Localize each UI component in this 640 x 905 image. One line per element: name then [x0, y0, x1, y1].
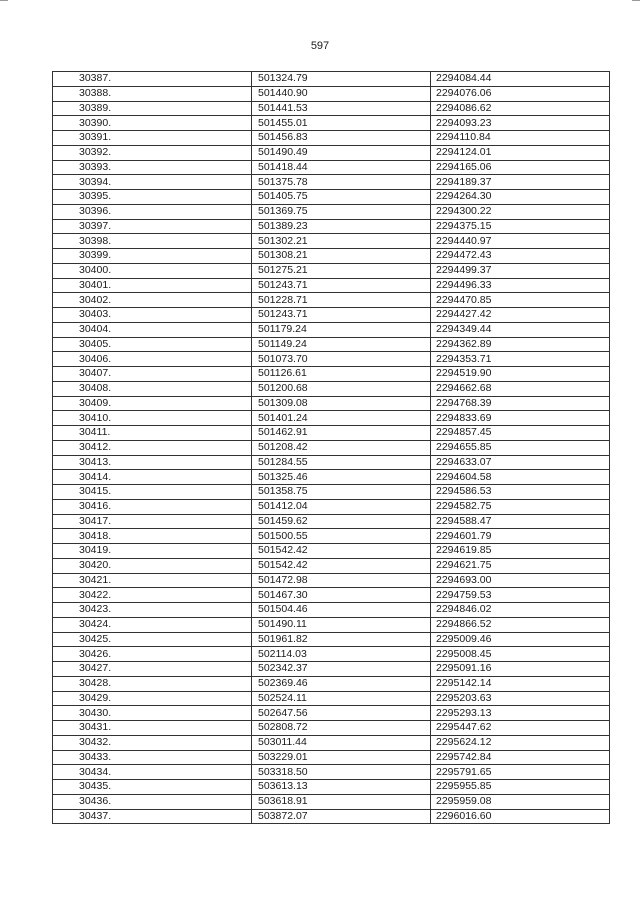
table-row [53, 396, 610, 411]
table-row [53, 337, 610, 352]
table-row [53, 603, 610, 618]
point-number-cell: 30436. [53, 794, 252, 809]
point-number-cell: 30408. [53, 381, 252, 396]
y-coordinate-cell: 2294110.84 [431, 131, 610, 146]
point-number-cell: 30420. [53, 558, 252, 573]
x-coordinate-cell: 501459.62 [252, 514, 431, 529]
x-coordinate-cell: 501418.44 [252, 160, 431, 175]
point-number-cell: 30431. [53, 721, 252, 736]
table-row [53, 514, 610, 529]
x-coordinate-cell: 501243.71 [252, 308, 431, 323]
point-number-cell: 30407. [53, 367, 252, 382]
x-coordinate-cell: 501467.30 [252, 588, 431, 603]
point-number-cell: 30405. [53, 337, 252, 352]
x-coordinate-cell: 502369.46 [252, 676, 431, 691]
table-row [53, 529, 610, 544]
y-coordinate-cell: 2295959.08 [431, 794, 610, 809]
point-number-cell: 30391. [53, 131, 252, 146]
x-coordinate-cell: 503872.07 [252, 809, 431, 824]
point-number-cell: 30426. [53, 647, 252, 662]
x-coordinate-cell: 501462.91 [252, 426, 431, 441]
table-row [53, 116, 610, 131]
table-row [53, 219, 610, 234]
y-coordinate-cell: 2296016.60 [431, 809, 610, 824]
x-coordinate-cell: 501309.08 [252, 396, 431, 411]
point-number-cell: 30412. [53, 440, 252, 455]
point-number-cell: 30416. [53, 499, 252, 514]
x-coordinate-cell: 501456.83 [252, 131, 431, 146]
coordinates-table [52, 71, 610, 824]
point-number-cell: 30425. [53, 632, 252, 647]
x-coordinate-cell: 501324.79 [252, 72, 431, 87]
point-number-cell: 30428. [53, 676, 252, 691]
x-coordinate-cell: 501389.23 [252, 219, 431, 234]
y-coordinate-cell: 2295293.13 [431, 706, 610, 721]
point-number-cell: 30392. [53, 145, 252, 160]
y-coordinate-cell: 2295142.14 [431, 676, 610, 691]
y-coordinate-cell: 2295742.84 [431, 750, 610, 765]
table-row [53, 588, 610, 603]
x-coordinate-cell: 501200.68 [252, 381, 431, 396]
y-coordinate-cell: 2294084.44 [431, 72, 610, 87]
point-number-cell: 30395. [53, 190, 252, 205]
table-row [53, 706, 610, 721]
table-row [53, 470, 610, 485]
table-row [53, 101, 610, 116]
x-coordinate-cell: 501369.75 [252, 204, 431, 219]
page-number: 597 [310, 40, 330, 52]
y-coordinate-cell: 2295091.16 [431, 662, 610, 677]
x-coordinate-cell: 501401.24 [252, 411, 431, 426]
table-row [53, 322, 610, 337]
table-row [53, 544, 610, 559]
point-number-cell: 30409. [53, 396, 252, 411]
x-coordinate-cell: 501490.49 [252, 145, 431, 160]
x-coordinate-cell: 501542.42 [252, 558, 431, 573]
x-coordinate-cell: 501455.01 [252, 116, 431, 131]
table-row [53, 411, 610, 426]
table-row [53, 721, 610, 736]
y-coordinate-cell: 2294076.06 [431, 86, 610, 101]
x-coordinate-cell: 501441.53 [252, 101, 431, 116]
x-coordinate-cell: 501358.75 [252, 485, 431, 500]
table-row [53, 367, 610, 382]
table-row [53, 86, 610, 101]
y-coordinate-cell: 2294427.42 [431, 308, 610, 323]
y-coordinate-cell: 2295955.85 [431, 780, 610, 795]
y-coordinate-cell: 2294655.85 [431, 440, 610, 455]
point-number-cell: 30434. [53, 765, 252, 780]
x-coordinate-cell: 501302.21 [252, 234, 431, 249]
table-row [53, 765, 610, 780]
point-number-cell: 30411. [53, 426, 252, 441]
y-coordinate-cell: 2294362.89 [431, 337, 610, 352]
table-row [53, 190, 610, 205]
y-coordinate-cell: 2294499.37 [431, 263, 610, 278]
x-coordinate-cell: 503618.91 [252, 794, 431, 809]
x-coordinate-cell: 501308.21 [252, 249, 431, 264]
x-coordinate-cell: 501149.24 [252, 337, 431, 352]
table-row [53, 249, 610, 264]
y-coordinate-cell: 2294264.30 [431, 190, 610, 205]
point-number-cell: 30404. [53, 322, 252, 337]
y-coordinate-cell: 2294846.02 [431, 603, 610, 618]
y-coordinate-cell: 2294375.15 [431, 219, 610, 234]
y-coordinate-cell: 2294472.43 [431, 249, 610, 264]
y-coordinate-cell: 2294189.37 [431, 175, 610, 190]
y-coordinate-cell: 2294086.62 [431, 101, 610, 116]
x-coordinate-cell: 501284.55 [252, 455, 431, 470]
y-coordinate-cell: 2295009.46 [431, 632, 610, 647]
y-coordinate-cell: 2295791.65 [431, 765, 610, 780]
y-coordinate-cell: 2294601.79 [431, 529, 610, 544]
point-number-cell: 30401. [53, 278, 252, 293]
table-row [53, 573, 610, 588]
y-coordinate-cell: 2294349.44 [431, 322, 610, 337]
scan-edge-top-left [0, 0, 8, 1]
x-coordinate-cell: 503011.44 [252, 735, 431, 750]
x-coordinate-cell: 501405.75 [252, 190, 431, 205]
x-coordinate-cell: 501275.21 [252, 263, 431, 278]
y-coordinate-cell: 2294857.45 [431, 426, 610, 441]
y-coordinate-cell: 2294633.07 [431, 455, 610, 470]
point-number-cell: 30423. [53, 603, 252, 618]
y-coordinate-cell: 2294470.85 [431, 293, 610, 308]
point-number-cell: 30393. [53, 160, 252, 175]
table-row [53, 352, 610, 367]
x-coordinate-cell: 503229.01 [252, 750, 431, 765]
y-coordinate-cell: 2294519.90 [431, 367, 610, 382]
point-number-cell: 30396. [53, 204, 252, 219]
x-coordinate-cell: 501504.46 [252, 603, 431, 618]
table-row [53, 750, 610, 765]
y-coordinate-cell: 2294586.53 [431, 485, 610, 500]
point-number-cell: 30430. [53, 706, 252, 721]
table-row [53, 455, 610, 470]
point-number-cell: 30387. [53, 72, 252, 87]
point-number-cell: 30429. [53, 691, 252, 706]
table-row [53, 426, 610, 441]
x-coordinate-cell: 501228.71 [252, 293, 431, 308]
table-row [53, 278, 610, 293]
table-row [53, 263, 610, 278]
point-number-cell: 30390. [53, 116, 252, 131]
y-coordinate-cell: 2295203.63 [431, 691, 610, 706]
x-coordinate-cell: 502647.56 [252, 706, 431, 721]
x-coordinate-cell: 501126.61 [252, 367, 431, 382]
y-coordinate-cell: 2294768.39 [431, 396, 610, 411]
x-coordinate-cell: 501500.55 [252, 529, 431, 544]
table-row [53, 145, 610, 160]
table-row [53, 735, 610, 750]
table-row [53, 647, 610, 662]
table-row [53, 234, 610, 249]
y-coordinate-cell: 2294496.33 [431, 278, 610, 293]
y-coordinate-cell: 2295624.12 [431, 735, 610, 750]
y-coordinate-cell: 2294619.85 [431, 544, 610, 559]
y-coordinate-cell: 2295008.45 [431, 647, 610, 662]
y-coordinate-cell: 2294300.22 [431, 204, 610, 219]
table-row [53, 175, 610, 190]
point-number-cell: 30389. [53, 101, 252, 116]
x-coordinate-cell: 501208.42 [252, 440, 431, 455]
x-coordinate-cell: 501412.04 [252, 499, 431, 514]
point-number-cell: 30413. [53, 455, 252, 470]
point-number-cell: 30398. [53, 234, 252, 249]
point-number-cell: 30397. [53, 219, 252, 234]
x-coordinate-cell: 501179.24 [252, 322, 431, 337]
y-coordinate-cell: 2294353.71 [431, 352, 610, 367]
table-row [53, 72, 610, 87]
table-row [53, 558, 610, 573]
x-coordinate-cell: 503318.50 [252, 765, 431, 780]
point-number-cell: 30418. [53, 529, 252, 544]
table-row [53, 440, 610, 455]
point-number-cell: 30403. [53, 308, 252, 323]
point-number-cell: 30427. [53, 662, 252, 677]
x-coordinate-cell: 502524.11 [252, 691, 431, 706]
x-coordinate-cell: 502808.72 [252, 721, 431, 736]
table-row [53, 617, 610, 632]
table-row [53, 160, 610, 175]
table-row [53, 131, 610, 146]
point-number-cell: 30400. [53, 263, 252, 278]
table-row [53, 632, 610, 647]
y-coordinate-cell: 2294693.00 [431, 573, 610, 588]
table-row [53, 499, 610, 514]
point-number-cell: 30399. [53, 249, 252, 264]
x-coordinate-cell: 501243.71 [252, 278, 431, 293]
x-coordinate-cell: 502342.37 [252, 662, 431, 677]
y-coordinate-cell: 2294093.23 [431, 116, 610, 131]
y-coordinate-cell: 2294165.06 [431, 160, 610, 175]
table-row [53, 662, 610, 677]
y-coordinate-cell: 2294833.69 [431, 411, 610, 426]
y-coordinate-cell: 2294621.75 [431, 558, 610, 573]
x-coordinate-cell: 501961.82 [252, 632, 431, 647]
point-number-cell: 30402. [53, 293, 252, 308]
table-row [53, 809, 610, 824]
point-number-cell: 30388. [53, 86, 252, 101]
y-coordinate-cell: 2294662.68 [431, 381, 610, 396]
y-coordinate-cell: 2294124.01 [431, 145, 610, 160]
y-coordinate-cell: 2294440.97 [431, 234, 610, 249]
table-row [53, 780, 610, 795]
point-number-cell: 30435. [53, 780, 252, 795]
point-number-cell: 30422. [53, 588, 252, 603]
x-coordinate-cell: 501325.46 [252, 470, 431, 485]
point-number-cell: 30415. [53, 485, 252, 500]
table-row [53, 293, 610, 308]
point-number-cell: 30417. [53, 514, 252, 529]
table-row [53, 308, 610, 323]
point-number-cell: 30394. [53, 175, 252, 190]
x-coordinate-cell: 501375.78 [252, 175, 431, 190]
point-number-cell: 30432. [53, 735, 252, 750]
x-coordinate-cell: 501490.11 [252, 617, 431, 632]
y-coordinate-cell: 2295447.62 [431, 721, 610, 736]
point-number-cell: 30414. [53, 470, 252, 485]
coordinates-table-body [53, 72, 610, 824]
x-coordinate-cell: 502114.03 [252, 647, 431, 662]
point-number-cell: 30419. [53, 544, 252, 559]
x-coordinate-cell: 503613.13 [252, 780, 431, 795]
y-coordinate-cell: 2294604.58 [431, 470, 610, 485]
x-coordinate-cell: 501440.90 [252, 86, 431, 101]
point-number-cell: 30406. [53, 352, 252, 367]
y-coordinate-cell: 2294582.75 [431, 499, 610, 514]
point-number-cell: 30433. [53, 750, 252, 765]
table-row [53, 485, 610, 500]
y-coordinate-cell: 2294588.47 [431, 514, 610, 529]
y-coordinate-cell: 2294866.52 [431, 617, 610, 632]
table-row [53, 794, 610, 809]
table-row [53, 676, 610, 691]
x-coordinate-cell: 501542.42 [252, 544, 431, 559]
table-row [53, 691, 610, 706]
table-row [53, 204, 610, 219]
x-coordinate-cell: 501472.98 [252, 573, 431, 588]
y-coordinate-cell: 2294759.53 [431, 588, 610, 603]
x-coordinate-cell: 501073.70 [252, 352, 431, 367]
point-number-cell: 30424. [53, 617, 252, 632]
table-row [53, 381, 610, 396]
scan-edge-top-right [632, 0, 640, 1]
point-number-cell: 30421. [53, 573, 252, 588]
point-number-cell: 30410. [53, 411, 252, 426]
point-number-cell: 30437. [53, 809, 252, 824]
